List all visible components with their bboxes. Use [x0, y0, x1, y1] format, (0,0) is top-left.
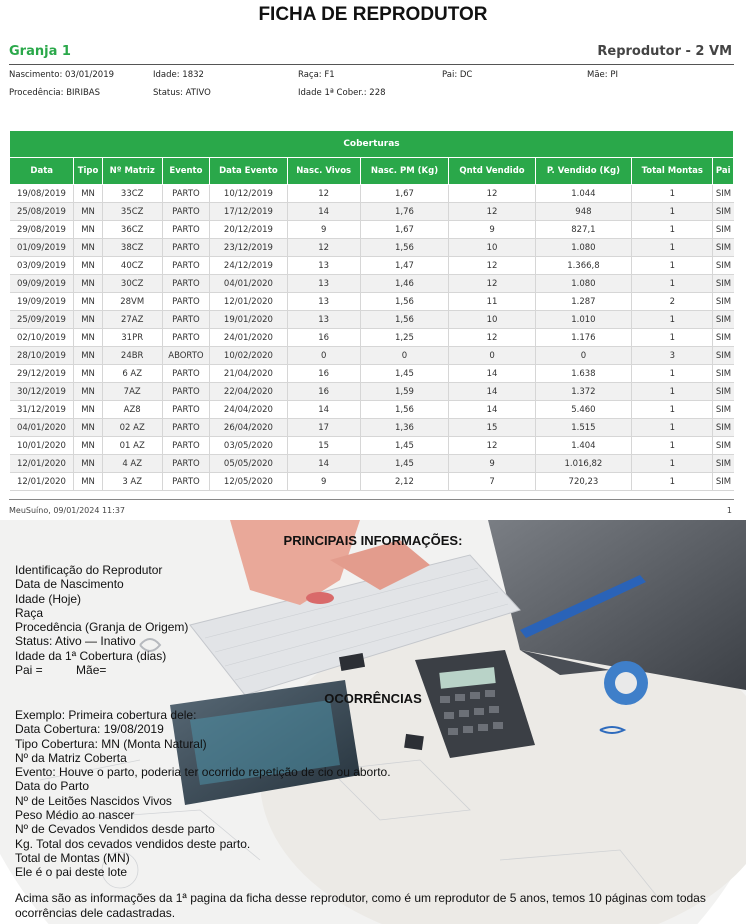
- table-cell: 1: [632, 437, 713, 455]
- ocorrencias-line: Data Cobertura: 19/08/2019: [15, 722, 164, 737]
- principais-line: Procedência (Granja de Origem): [15, 620, 189, 635]
- table-cell: 1: [632, 455, 713, 473]
- principais-heading: PRINCIPAIS INFORMAÇÕES:: [283, 533, 463, 548]
- table-cell: MN: [74, 311, 102, 329]
- table-cell: 16: [287, 329, 360, 347]
- table-cell: MN: [74, 329, 102, 347]
- table-cell: 25/08/2019: [10, 203, 74, 221]
- table-cell: 1: [632, 257, 713, 275]
- table-row: [10, 275, 734, 293]
- table-cell: 7AZ: [102, 383, 162, 401]
- farm-name: Granja 1: [9, 44, 71, 59]
- table-cell: MN: [74, 473, 102, 491]
- table-cell: PARTO: [162, 383, 209, 401]
- table-cell: PARTO: [162, 473, 209, 491]
- table-cell: 03/05/2020: [210, 437, 288, 455]
- table-cell: 31PR: [102, 329, 162, 347]
- table-cell: AZ8: [102, 401, 162, 419]
- table-cell: 1: [632, 383, 713, 401]
- table-cell: 38CZ: [102, 239, 162, 257]
- table-cell: 19/09/2019: [10, 293, 74, 311]
- table-row: [10, 221, 734, 239]
- table-cell: SIM: [713, 329, 734, 347]
- column-header: Evento: [162, 158, 209, 185]
- table-cell: 1.080: [535, 239, 632, 257]
- table-row: [10, 293, 734, 311]
- table-cell: 5.460: [535, 401, 632, 419]
- ocorrencias-line: Ele é o pai deste lote: [15, 865, 128, 880]
- column-header: Nasc. Vivos: [287, 158, 360, 185]
- column-header: Pai: [713, 158, 734, 185]
- page-title: FICHA DE REPRODUTOR: [258, 4, 488, 25]
- table-cell: PARTO: [162, 239, 209, 257]
- table-row: [10, 329, 734, 347]
- ocorrencias-line: Evento: Houve o parto, poderia ter ocorrido repetição de cio ou aborto.: [15, 765, 391, 780]
- table-row: [10, 401, 734, 419]
- table-cell: MN: [74, 257, 102, 275]
- table-cell: 05/05/2020: [210, 455, 288, 473]
- table-cell: 1,56: [360, 239, 449, 257]
- table-cell: 04/01/2020: [210, 275, 288, 293]
- table-cell: 3: [632, 347, 713, 365]
- table-cell: 17: [287, 419, 360, 437]
- table-cell: SIM: [713, 347, 734, 365]
- table-cell: 12: [449, 329, 535, 347]
- table-row: [10, 185, 734, 203]
- table-cell: PARTO: [162, 293, 209, 311]
- footer-page-number: 1: [726, 506, 732, 515]
- table-cell: 14: [287, 455, 360, 473]
- coberturas-table: [9, 130, 734, 491]
- table-cell: PARTO: [162, 365, 209, 383]
- table-row: [10, 473, 734, 491]
- table-cell: 12: [449, 275, 535, 293]
- column-header: Total Montas: [632, 158, 713, 185]
- table-cell: 1.010: [535, 311, 632, 329]
- table-cell: SIM: [713, 401, 734, 419]
- table-cell: 948: [535, 203, 632, 221]
- table-cell: SIM: [713, 185, 734, 203]
- info-procedencia: Procedência: BIRIBAS: [9, 88, 101, 98]
- info-raca: Raça: F1: [298, 70, 335, 80]
- ocorrencias-line: Nº da Matriz Coberta: [15, 750, 127, 765]
- table-cell: SIM: [713, 221, 734, 239]
- principais-line: Data de Nascimento: [15, 577, 124, 592]
- table-cell: SIM: [713, 383, 734, 401]
- table-cell: 15: [449, 419, 535, 437]
- table-cell: 2,12: [360, 473, 449, 491]
- table-cell: 21/04/2020: [210, 365, 288, 383]
- table-cell: 24/12/2019: [210, 257, 288, 275]
- ocorrencias-line: Nº de Cevados Vendidos desde parto: [15, 822, 215, 837]
- table-cell: MN: [74, 419, 102, 437]
- table-cell: 1: [632, 473, 713, 491]
- table-cell: 10/01/2020: [10, 437, 74, 455]
- table-cell: SIM: [713, 257, 734, 275]
- ocorrencias-line: Total de Montas (MN): [15, 850, 130, 865]
- table-cell: 1.044: [535, 185, 632, 203]
- principais-line: Idade da 1ª Cobertura (dias): [15, 648, 167, 663]
- table-cell: 1.372: [535, 383, 632, 401]
- column-header: P. Vendido (Kg): [535, 158, 632, 185]
- table-cell: 02/10/2019: [10, 329, 74, 347]
- table-cell: 0: [449, 347, 535, 365]
- table-cell: 24/04/2020: [210, 401, 288, 419]
- table-cell: 12: [449, 203, 535, 221]
- ocorrencias-line: Data do Parto: [15, 779, 90, 794]
- table-cell: PARTO: [162, 311, 209, 329]
- table-cell: 1: [632, 185, 713, 203]
- table-cell: 4 AZ: [102, 455, 162, 473]
- table-cell: 24BR: [102, 347, 162, 365]
- info-status: Status: ATIVO: [153, 88, 211, 98]
- table-cell: 10/12/2019: [210, 185, 288, 203]
- table-cell: 1: [632, 239, 713, 257]
- table-cell: 1.515: [535, 419, 632, 437]
- table-cell: 28VM: [102, 293, 162, 311]
- table-row: [10, 203, 734, 221]
- table-cell: 30CZ: [102, 275, 162, 293]
- table-cell: 28/10/2019: [10, 347, 74, 365]
- table-cell: MN: [74, 221, 102, 239]
- table-cell: 16: [287, 365, 360, 383]
- column-header: Qntd Vendido: [449, 158, 535, 185]
- table-cell: 31/12/2019: [10, 401, 74, 419]
- table-cell: 2: [632, 293, 713, 311]
- table-cell: 1: [632, 329, 713, 347]
- ocorrencias-line: Tipo Cobertura: MN (Monta Natural): [15, 736, 207, 751]
- table-cell: 29/08/2019: [10, 221, 74, 239]
- table-cell: 1.080: [535, 275, 632, 293]
- principais-list: [15, 563, 188, 677]
- table-row: [10, 419, 734, 437]
- column-header: Data: [10, 158, 74, 185]
- table-row: [10, 365, 734, 383]
- table-cell: 14: [449, 401, 535, 419]
- table-cell: MN: [74, 185, 102, 203]
- table-cell: PARTO: [162, 275, 209, 293]
- table-cell: SIM: [713, 239, 734, 257]
- table-cell: SIM: [713, 365, 734, 383]
- table-cell: 33CZ: [102, 185, 162, 203]
- table-cell: 35CZ: [102, 203, 162, 221]
- table-cell: 13: [287, 257, 360, 275]
- info-idade: Idade: 1832: [153, 70, 204, 80]
- table-cell: 1.404: [535, 437, 632, 455]
- table-cell: 23/12/2019: [210, 239, 288, 257]
- footer-divider: [9, 499, 734, 500]
- table-cell: PARTO: [162, 221, 209, 239]
- table-cell: 10/02/2020: [210, 347, 288, 365]
- column-header: Tipo: [74, 158, 102, 185]
- table-cell: 1,25: [360, 329, 449, 347]
- table-cell: 12/01/2020: [10, 455, 74, 473]
- table-cell: 1,45: [360, 365, 449, 383]
- table-cell: 13: [287, 275, 360, 293]
- table-row: [10, 383, 734, 401]
- table-row: [10, 311, 734, 329]
- column-header: Data Evento: [210, 158, 288, 185]
- footer-timestamp: MeuSuíno, 09/01/2024 11:37: [9, 506, 126, 515]
- table-cell: PARTO: [162, 437, 209, 455]
- table-cell: 1: [632, 365, 713, 383]
- principais-line: Raça: [15, 605, 44, 620]
- table-cell: MN: [74, 455, 102, 473]
- table-cell: 19/08/2019: [10, 185, 74, 203]
- header-divider: [9, 64, 734, 65]
- table-cell: MN: [74, 401, 102, 419]
- table-cell: 1: [632, 221, 713, 239]
- ocorrencias-line: Exemplo: Primeira cobertura dele:: [15, 708, 197, 722]
- table-cell: SIM: [713, 293, 734, 311]
- table-cell: 1,45: [360, 455, 449, 473]
- table-cell: 30/12/2019: [10, 383, 74, 401]
- table-cell: 25/09/2019: [10, 311, 74, 329]
- table-cell: 1: [632, 419, 713, 437]
- table-row: [10, 239, 734, 257]
- table-cell: 03/09/2019: [10, 257, 74, 275]
- ocorrencias-line: Peso Médio ao nascer: [15, 808, 135, 823]
- principais-line: Idade (Hoje): [15, 591, 82, 606]
- table-row: [10, 437, 734, 455]
- table-cell: 1,56: [360, 401, 449, 419]
- table-cell: 01 AZ: [102, 437, 162, 455]
- table-cell: 20/12/2019: [210, 221, 288, 239]
- table-caption: Coberturas: [10, 131, 734, 158]
- table-cell: 12: [449, 185, 535, 203]
- table-row: [10, 455, 734, 473]
- table-cell: 22/04/2020: [210, 383, 288, 401]
- table-cell: 16: [287, 383, 360, 401]
- table-cell: 09/09/2019: [10, 275, 74, 293]
- table-cell: 17/12/2019: [210, 203, 288, 221]
- table-cell: 1,46: [360, 275, 449, 293]
- table-cell: 0: [535, 347, 632, 365]
- table-cell: PARTO: [162, 419, 209, 437]
- table-cell: 1.638: [535, 365, 632, 383]
- table-cell: 12: [287, 185, 360, 203]
- table-cell: 15: [287, 437, 360, 455]
- table-cell: 04/01/2020: [10, 419, 74, 437]
- table-cell: 720,23: [535, 473, 632, 491]
- table-cell: PARTO: [162, 401, 209, 419]
- table-cell: 9: [449, 221, 535, 239]
- ocorrencias-heading: OCORRÊNCIAS: [324, 691, 422, 706]
- table-cell: 1,45: [360, 437, 449, 455]
- table-cell: 1,47: [360, 257, 449, 275]
- table-cell: 9: [287, 473, 360, 491]
- table-cell: 13: [287, 311, 360, 329]
- table-body: [10, 185, 734, 491]
- table-cell: 0: [360, 347, 449, 365]
- table-cell: 7: [449, 473, 535, 491]
- table-cell: 1,67: [360, 185, 449, 203]
- table-cell: 1: [632, 203, 713, 221]
- table-cell: 0: [287, 347, 360, 365]
- table-cell: 1: [632, 311, 713, 329]
- table-cell: 1.287: [535, 293, 632, 311]
- table-cell: 01/09/2019: [10, 239, 74, 257]
- table-cell: 12/01/2020: [10, 473, 74, 491]
- info-idade-cobertura: Idade 1ª Cober.: 228: [298, 88, 386, 98]
- table-cell: 1: [632, 401, 713, 419]
- table-cell: 24/01/2020: [210, 329, 288, 347]
- table-cell: 1.016,82: [535, 455, 632, 473]
- table-cell: 1,56: [360, 293, 449, 311]
- table-cell: MN: [74, 275, 102, 293]
- table-cell: 13: [287, 293, 360, 311]
- table-cell: 40CZ: [102, 257, 162, 275]
- table-cell: 29/12/2019: [10, 365, 74, 383]
- table-cell: 1,59: [360, 383, 449, 401]
- table-cell: 14: [287, 401, 360, 419]
- column-header: Nasc. PM (Kg): [360, 158, 449, 185]
- table-cell: 1,56: [360, 311, 449, 329]
- table-cell: MN: [74, 437, 102, 455]
- principais-line: Status: Ativo — Inativo: [15, 634, 136, 649]
- table-cell: SIM: [713, 203, 734, 221]
- table-cell: MN: [74, 293, 102, 311]
- table-cell: 19/01/2020: [210, 311, 288, 329]
- table-cell: PARTO: [162, 329, 209, 347]
- column-header: Nº Matriz: [102, 158, 162, 185]
- ocorrencias-line: Kg. Total dos cevados vendidos deste parto.: [15, 836, 251, 851]
- table-cell: 9: [287, 221, 360, 239]
- table-cell: PARTO: [162, 257, 209, 275]
- table-cell: 10: [449, 311, 535, 329]
- table-cell: SIM: [713, 473, 734, 491]
- table-cell: SIM: [713, 275, 734, 293]
- table-cell: PARTO: [162, 185, 209, 203]
- table-cell: 9: [449, 455, 535, 473]
- table-cell: 26/04/2020: [210, 419, 288, 437]
- table-cell: 6 AZ: [102, 365, 162, 383]
- table-cell: SIM: [713, 419, 734, 437]
- table-cell: 12/05/2020: [210, 473, 288, 491]
- table-cell: 1.366,8: [535, 257, 632, 275]
- info-pai: Pai: DC: [442, 70, 473, 80]
- table-cell: 1.176: [535, 329, 632, 347]
- closing-paragraph: Acima são as informações da 1ª pagina da ficha desse reprodutor, como é um reprodutor de 5 anos, temos 10 páginas com todas ocorrências dele cadastradas.: [15, 891, 706, 920]
- table-cell: 14: [287, 203, 360, 221]
- info-mae: Mãe: PI: [587, 70, 618, 80]
- table-cell: 14: [449, 365, 535, 383]
- table-cell: 1,67: [360, 221, 449, 239]
- table-cell: 3 AZ: [102, 473, 162, 491]
- table-cell: MN: [74, 239, 102, 257]
- table-cell: MN: [74, 365, 102, 383]
- table-row: [10, 257, 734, 275]
- ocorrencias-list: [15, 708, 391, 880]
- table-row: [10, 347, 734, 365]
- table-cell: 27AZ: [102, 311, 162, 329]
- table-cell: MN: [74, 347, 102, 365]
- table-cell: SIM: [713, 437, 734, 455]
- table-cell: 36CZ: [102, 221, 162, 239]
- table-cell: 12: [449, 437, 535, 455]
- table-cell: MN: [74, 203, 102, 221]
- table-cell: 1,36: [360, 419, 449, 437]
- info-nascimento: Nascimento: 03/01/2019: [9, 70, 115, 80]
- table-cell: 02 AZ: [102, 419, 162, 437]
- table-cell: 12/01/2020: [210, 293, 288, 311]
- table-cell: 12: [449, 257, 535, 275]
- table-cell: 14: [449, 383, 535, 401]
- table-cell: 827,1: [535, 221, 632, 239]
- table-cell: 10: [449, 239, 535, 257]
- table-cell: PARTO: [162, 455, 209, 473]
- boar-label: Reprodutor - 2 VM: [597, 44, 732, 59]
- table-cell: ABORTO: [162, 347, 209, 365]
- table-header-row: [10, 158, 734, 185]
- table-cell: 12: [287, 239, 360, 257]
- table-cell: 11: [449, 293, 535, 311]
- table-cell: MN: [74, 383, 102, 401]
- principais-line: Pai = Mãe=: [15, 663, 107, 678]
- ocorrencias-line: Nº de Leitões Nascidos Vivos: [15, 793, 172, 808]
- table-cell: 1: [632, 275, 713, 293]
- table-cell: SIM: [713, 455, 734, 473]
- table-cell: PARTO: [162, 203, 209, 221]
- table-cell: 1,76: [360, 203, 449, 221]
- table-cell: SIM: [713, 311, 734, 329]
- principais-line: Identificação do Reprodutor: [15, 563, 163, 577]
